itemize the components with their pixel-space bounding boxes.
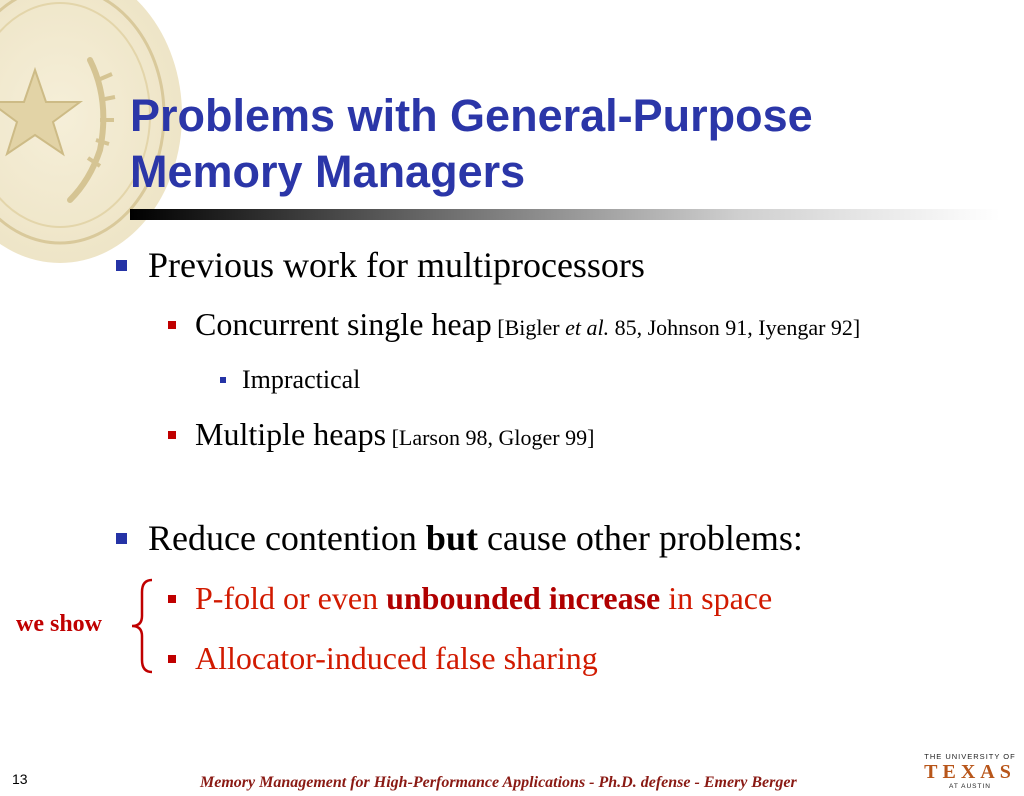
title-underline [130, 209, 1000, 220]
text-part: Reduce contention [148, 518, 426, 558]
text-part: cause other problems: [477, 518, 803, 558]
slide-title-line-1: Problems with General-Purpose [130, 90, 813, 141]
slide-title-line-2: Memory Managers [130, 146, 526, 197]
logo-top-text: THE UNIVERSITY OF [924, 752, 1016, 761]
citation-et-al: et al. [565, 315, 610, 340]
footer-text: Memory Management for High-Performance Applications - Ph.D. defense - Emery Berger [200, 774, 797, 791]
emphasis-unbounded-increase: unbounded increase [386, 580, 661, 616]
text-part: in space [660, 580, 773, 616]
bullet-text [195, 580, 772, 617]
we-show-annotation: we show [16, 611, 103, 637]
bullet-concurrent-single-heap [168, 306, 860, 343]
square-bullet-icon [220, 377, 226, 383]
citation-part: 85, Johnson 91, Iyengar 92] [609, 315, 861, 340]
bullet-text: Multiple heaps [195, 416, 387, 452]
bullet-false-sharing [168, 640, 598, 677]
citation [492, 315, 860, 341]
logo-bottom-text: AT AUSTIN [949, 783, 991, 790]
square-bullet-icon [168, 655, 176, 663]
bullet-multiple-heaps [168, 416, 594, 453]
logo-main-text: TEXAS [924, 761, 1016, 783]
bullet-previous-work [116, 244, 645, 286]
square-bullet-icon [116, 260, 127, 271]
emphasis-but: but [425, 518, 478, 558]
page-number: 13 [12, 771, 28, 787]
bullet-text: Previous work for multiprocessors [148, 245, 645, 285]
ut-austin-logo [922, 752, 1018, 790]
curly-brace-icon [128, 578, 162, 674]
text-part: P-fold or even [195, 580, 387, 616]
citation-part: [Bigler [497, 315, 566, 340]
slide-title [130, 88, 813, 200]
bullet-impractical [220, 365, 360, 395]
bullet-reduce-contention [116, 517, 803, 559]
citation-part: [Larson 98, Gloger 99] [391, 425, 595, 450]
bullet-text [148, 517, 803, 559]
bullet-text: Impractical [242, 365, 361, 394]
square-bullet-icon [116, 533, 127, 544]
citation [386, 425, 594, 451]
bullet-text: Allocator-induced false sharing [195, 640, 598, 676]
square-bullet-icon [168, 595, 176, 603]
square-bullet-icon [168, 321, 176, 329]
bullet-p-fold-increase [168, 580, 772, 617]
square-bullet-icon [168, 431, 176, 439]
bullet-text: Concurrent single heap [195, 306, 492, 342]
